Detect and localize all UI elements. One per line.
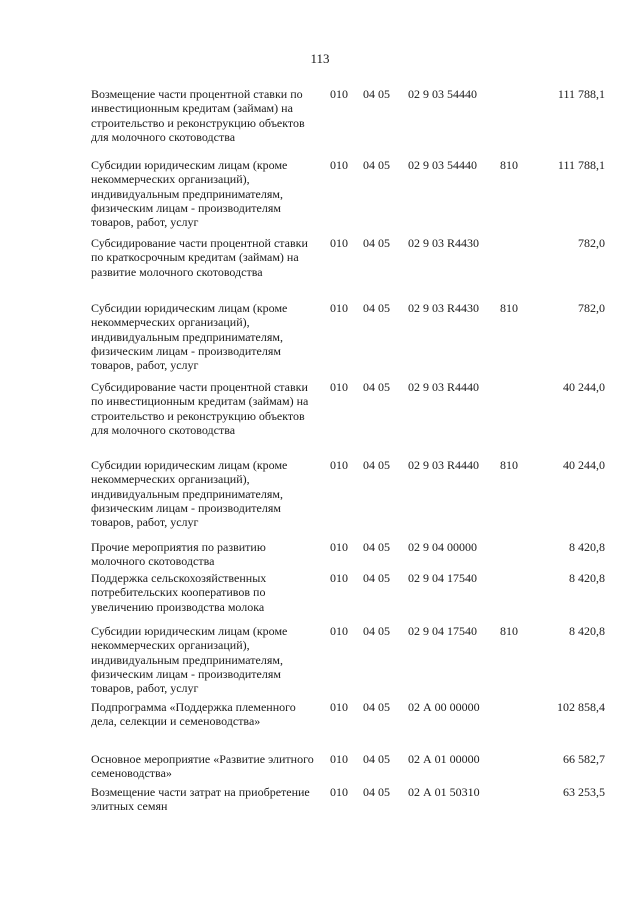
table-row [0, 624, 640, 700]
admin-code: 010 [330, 458, 348, 472]
section-code: 04 05 [363, 700, 390, 714]
row-description: Субсидирование части процентной ставки по краткосрочным кредитам (займам) на развитие молочного скотоводства [91, 236, 308, 279]
table-row [0, 301, 640, 380]
table-row [0, 87, 640, 158]
row-description: Основное мероприятие «Развитие элитного семеноводства» [91, 752, 314, 781]
admin-code: 010 [330, 380, 348, 394]
section-code: 04 05 [363, 87, 390, 101]
section-code: 04 05 [363, 624, 390, 638]
expense-type-code: 810 [500, 624, 518, 638]
admin-code: 010 [330, 540, 348, 554]
row-description: Прочие мероприятия по развитию молочного скотоводства [91, 540, 266, 569]
amount: 8 420,8 [569, 571, 605, 585]
target-code: 02 9 04 17540 [408, 624, 477, 638]
table-row [0, 458, 640, 540]
amount: 63 253,5 [563, 785, 605, 799]
section-code: 04 05 [363, 571, 390, 585]
admin-code: 010 [330, 87, 348, 101]
section-code: 04 05 [363, 301, 390, 315]
expense-type-code: 810 [500, 301, 518, 315]
row-description: Субсидии юридическим лицам (кроме некоммерческих организаций), индивидуальным предпринимателям, физическим лицам - производителям товаров, работ, услуг [91, 458, 288, 530]
budget-table [0, 87, 640, 817]
section-code: 04 05 [363, 158, 390, 172]
expense-type-code: 810 [500, 458, 518, 472]
admin-code: 010 [330, 752, 348, 766]
admin-code: 010 [330, 301, 348, 315]
target-code: 02 9 03 54440 [408, 87, 477, 101]
target-code: 02 9 03 54440 [408, 158, 477, 172]
page-number: 113 [310, 51, 330, 66]
table-row [0, 380, 640, 458]
target-code: 02 А 00 00000 [408, 700, 480, 714]
expense-type-code: 810 [500, 158, 518, 172]
amount: 66 582,7 [563, 752, 605, 766]
table-row [0, 158, 640, 236]
amount: 111 788,1 [557, 87, 605, 101]
admin-code: 010 [330, 785, 348, 799]
target-code: 02 9 03 R4440 [408, 380, 480, 394]
target-code: 02 А 01 50310 [408, 785, 480, 799]
section-code: 04 05 [363, 785, 390, 799]
admin-code: 010 [330, 571, 348, 585]
table-row [0, 785, 640, 817]
admin-code: 010 [330, 158, 348, 172]
row-description: Возмещение части процентной ставки по инвестиционным кредитам (займам) на строительство и реконструкцию объектов для молочного скотоводства [91, 87, 305, 144]
table-row [0, 700, 640, 752]
row-description: Субсидии юридическим лицам (кроме некоммерческих организаций), индивидуальным предпринимателям, физическим лицам - производителям товаров, работ, услуг [91, 624, 288, 696]
section-code: 04 05 [363, 380, 390, 394]
admin-code: 010 [330, 236, 348, 250]
section-code: 04 05 [363, 752, 390, 766]
section-code: 04 05 [363, 458, 390, 472]
target-code: 02 9 04 17540 [408, 571, 477, 585]
amount: 111 788,1 [557, 158, 605, 172]
amount: 40 244,0 [563, 458, 605, 472]
target-code: 02 9 03 R4430 [408, 301, 480, 315]
row-description: Субсидирование части процентной ставки по инвестиционным кредитам (займам) на строительство и реконструкцию объектов для молочного скотоводства [91, 380, 309, 437]
row-description: Субсидии юридическим лицам (кроме некоммерческих организаций), индивидуальным предпринимателям, физическим лицам - производителям товаров, работ, услуг [91, 158, 288, 230]
row-description: Подпрограмма «Поддержка племенного дела, селекции и семеноводства» [91, 700, 296, 729]
section-code: 04 05 [363, 540, 390, 554]
section-code: 04 05 [363, 236, 390, 250]
amount: 8 420,8 [569, 624, 605, 638]
table-row [0, 236, 640, 301]
admin-code: 010 [330, 700, 348, 714]
amount: 782,0 [578, 301, 605, 315]
table-row [0, 752, 640, 785]
admin-code: 010 [330, 624, 348, 638]
amount: 782,0 [578, 236, 605, 250]
table-row [0, 571, 640, 624]
amount: 102 858,4 [557, 700, 605, 714]
amount: 40 244,0 [563, 380, 605, 394]
row-description: Субсидии юридическим лицам (кроме некоммерческих организаций), индивидуальным предпринимателям, физическим лицам - производителям товаров, работ, услуг [91, 301, 288, 373]
target-code: 02 9 03 R4430 [408, 236, 480, 250]
row-description: Поддержка сельскохозяйственных потребительских кооперативов по увеличению производства молока [91, 571, 267, 614]
target-code: 02 А 01 00000 [408, 752, 480, 766]
target-code: 02 9 03 R4440 [408, 458, 480, 472]
table-row [0, 540, 640, 571]
target-code: 02 9 04 00000 [408, 540, 477, 554]
row-description: Возмещение части затрат на приобретение элитных семян [91, 785, 310, 814]
amount: 8 420,8 [569, 540, 605, 554]
